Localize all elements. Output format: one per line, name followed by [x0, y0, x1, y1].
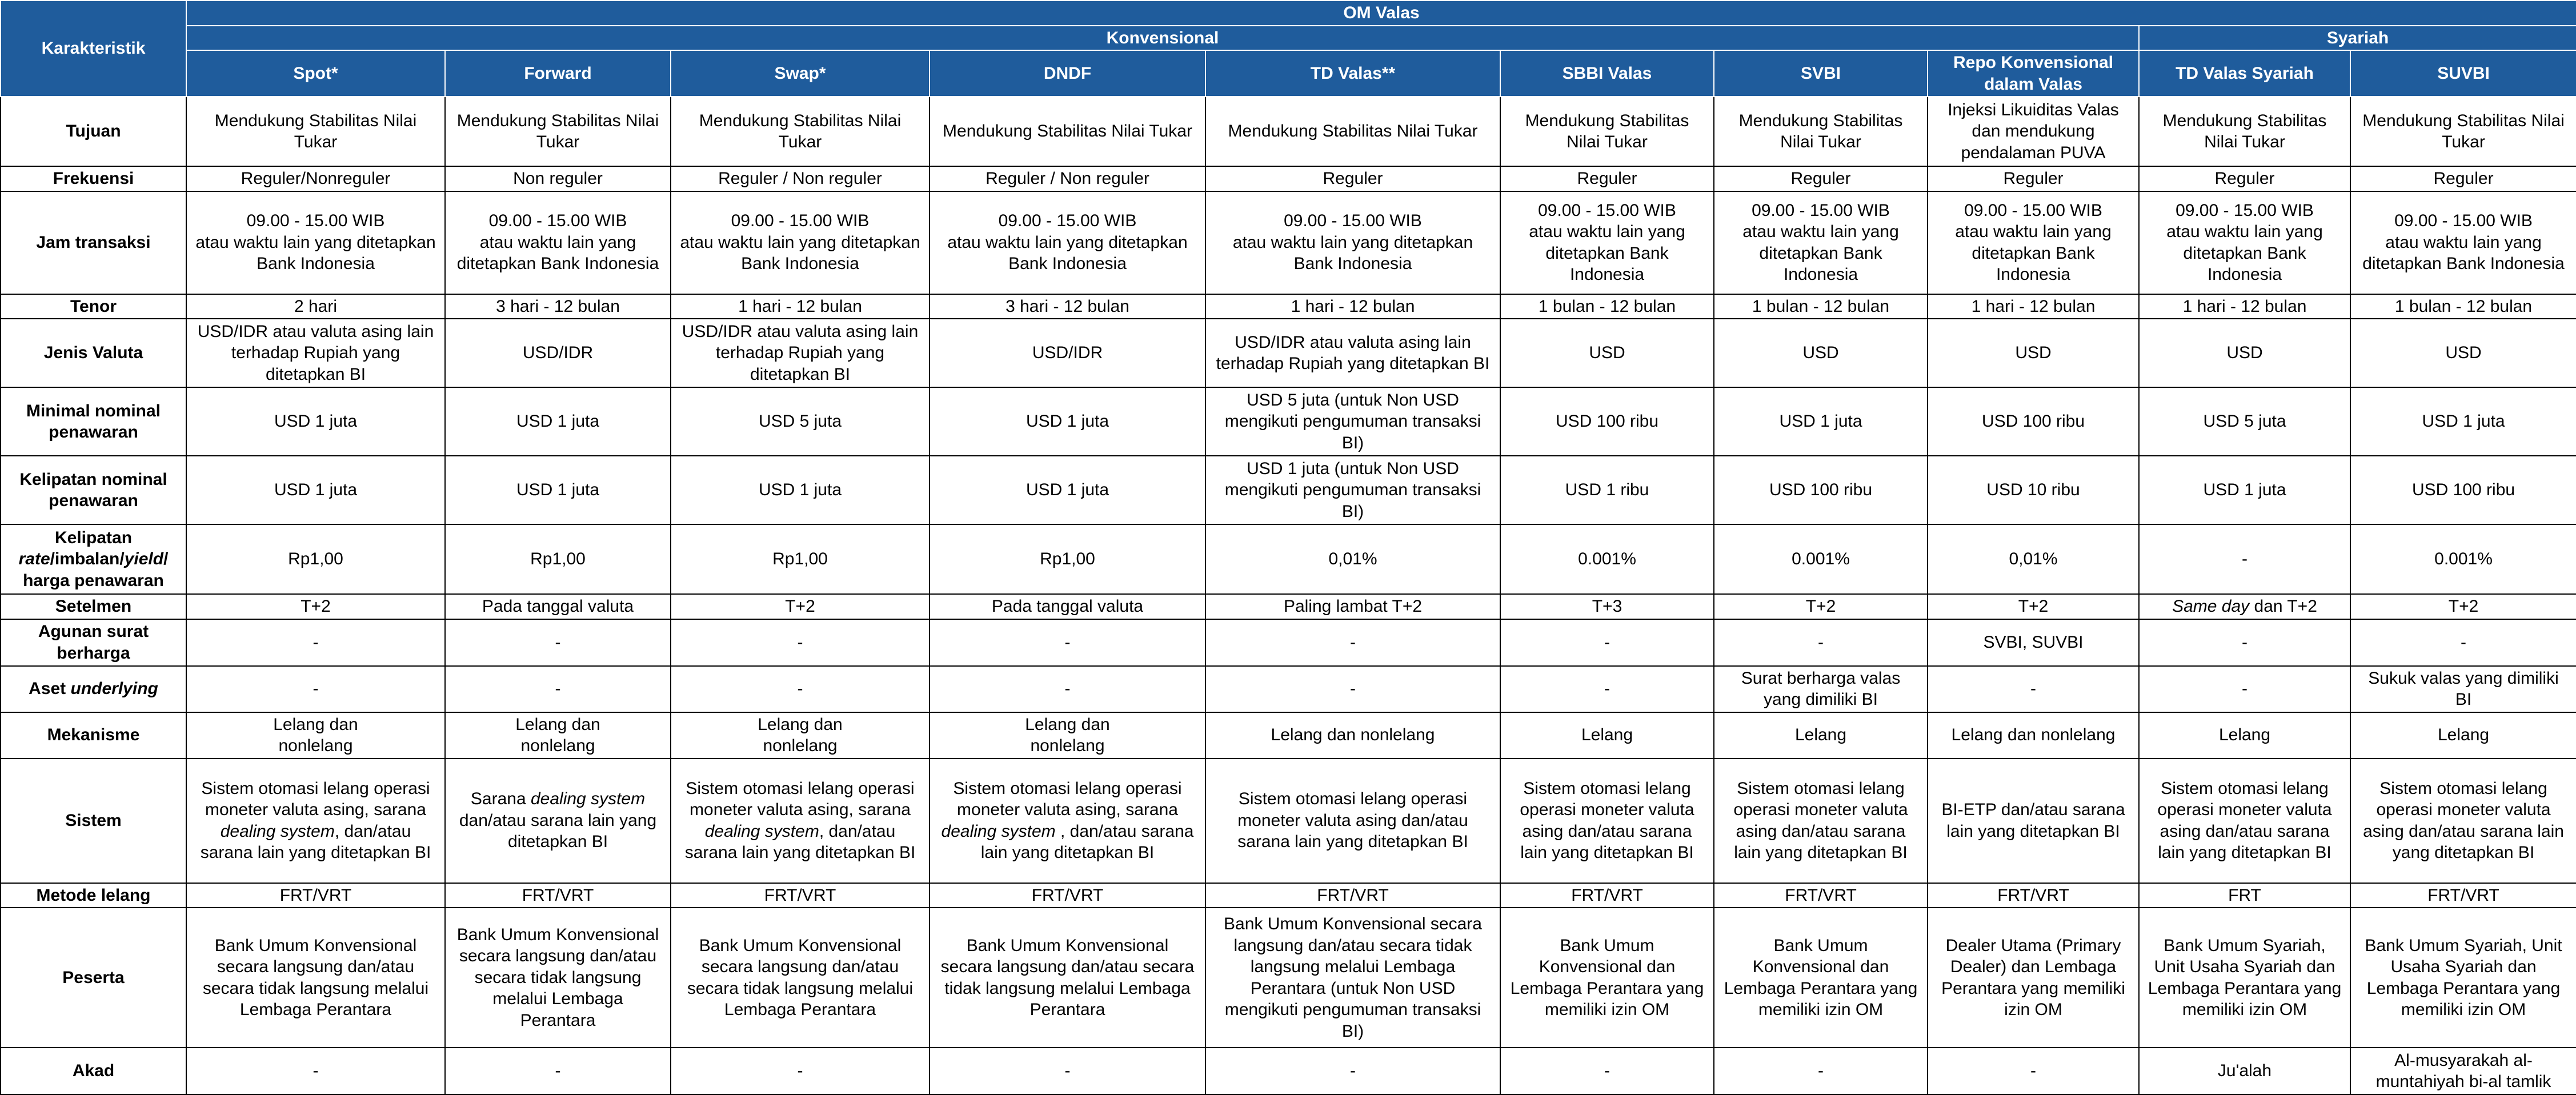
table-row [1, 594, 2576, 619]
table-cell: USD/IDR [930, 319, 1205, 387]
table-row [1, 319, 2576, 387]
table-cell: - [671, 1048, 930, 1094]
table-cell: USD [1714, 319, 1928, 387]
column-header: Repo Konvensional dalam Valas [1928, 50, 2139, 97]
table-cell: 09.00 - 15.00 WIB atau waktu lain yang ditetapkan Bank Indonesia [1928, 191, 2139, 294]
table-cell: Mendukung Stabilitas Nilai Tukar [1714, 97, 1928, 166]
table-cell: - [2139, 619, 2350, 666]
table-body [1, 97, 2576, 1094]
table-cell: - [2139, 666, 2350, 712]
table-cell: 09.00 - 15.00 WIB atau waktu lain yang ditetapkan Bank Indonesia [1714, 191, 1928, 294]
table-cell: USD 1 ribu [1500, 456, 1714, 524]
table-cell: Rp1,00 [671, 524, 930, 594]
table-cell: FRT/VRT [186, 883, 445, 908]
table-cell: - [445, 619, 671, 666]
column-header: TD Valas Syariah [2139, 50, 2350, 97]
table-cell: Mendukung Stabilitas Nilai Tukar [2139, 97, 2350, 166]
row-label: Peserta [1, 908, 186, 1048]
table-cell: T+2 [671, 594, 930, 619]
table-cell: USD 1 juta [930, 456, 1205, 524]
table-cell: Injeksi Likuiditas Valas dan mendukung pendalaman PUVA [1928, 97, 2139, 166]
table-cell: Sistem otomasi lelang operasi moneter valuta asing dan/atau sarana lain yang ditetapkan BI [1500, 759, 1714, 883]
table-cell: Bank Umum Konvensional secara langsung dan/atau secara tidak langsung melalui Lembaga Perantara [445, 908, 671, 1048]
table-cell: USD 5 juta [671, 387, 930, 456]
table-cell: Reguler [1714, 166, 1928, 191]
table-cell: 3 hari - 12 bulan [930, 294, 1205, 319]
table-cell: - [1714, 619, 1928, 666]
table-cell: Reguler / Non reguler [930, 166, 1205, 191]
table-cell: USD 1 juta [445, 387, 671, 456]
table-cell: USD [1500, 319, 1714, 387]
table-cell: 1 bulan - 12 bulan [1714, 294, 1928, 319]
header-konvensional: Konvensional [186, 26, 2139, 51]
table-cell: FRT/VRT [2350, 883, 2576, 908]
table-cell: Mendukung Stabilitas Nilai Tukar [445, 97, 671, 166]
table-cell: Sistem otomasi lelang operasi moneter valuta asing dan/atau sarana lain yang ditetapkan BI [1205, 759, 1500, 883]
table-cell: Rp1,00 [445, 524, 671, 594]
table-cell: - [1500, 1048, 1714, 1094]
table-cell: 3 hari - 12 bulan [445, 294, 671, 319]
table-cell: 0,01% [1205, 524, 1500, 594]
table-cell: Mendukung Stabilitas Nilai Tukar [930, 97, 1205, 166]
table-cell: USD 1 juta (untuk Non USD mengikuti pengumuman transaksi BI) [1205, 456, 1500, 524]
table-cell: USD 1 juta [671, 456, 930, 524]
table-cell: FRT/VRT [930, 883, 1205, 908]
table-row [1, 97, 2576, 166]
table-cell: - [186, 666, 445, 712]
row-label: Tenor [1, 294, 186, 319]
table-row [1, 294, 2576, 319]
table-cell: USD/IDR atau valuta asing lain terhadap Rupiah yang ditetapkan BI [671, 319, 930, 387]
table-cell: Lelang [1714, 712, 1928, 759]
table-cell: - [1714, 1048, 1928, 1094]
table-cell: 1 hari - 12 bulan [671, 294, 930, 319]
table-row [1, 524, 2576, 594]
table-cell: Reguler / Non reguler [671, 166, 930, 191]
table-cell: Bank Umum Konvensional secara langsung dan/atau secara tidak langsung melalui Lembaga Perantara [186, 908, 445, 1048]
table-row [1, 166, 2576, 191]
row-label: Minimal nominal penawaran [1, 387, 186, 456]
row-label: Tujuan [1, 97, 186, 166]
table-cell: Reguler [2350, 166, 2576, 191]
table-cell: T+2 [186, 594, 445, 619]
table-cell: Ju'alah [2139, 1048, 2350, 1094]
row-label: Metode lelang [1, 883, 186, 908]
column-header-row [1, 50, 2576, 97]
table-cell: Sistem otomasi lelang operasi moneter valuta asing dan/atau sarana lain yang ditetapkan BI [1714, 759, 1928, 883]
table-cell: Mendukung Stabilitas Nilai Tukar [186, 97, 445, 166]
table-cell: Sistem otomasi lelang operasi moneter valuta asing dan/atau sarana lain yang ditetapkan BI [2139, 759, 2350, 883]
table-cell: - [1500, 666, 1714, 712]
table-cell: Bank Umum Syariah, Unit Usaha Syariah dan Lembaga Perantara yang memiliki izin OM [2350, 908, 2576, 1048]
table-cell: Sistem otomasi lelang operasi moneter valuta asing, sarana dealing system, dan/atau sarana lain yang ditetapkan BI [671, 759, 930, 883]
table-cell: Bank Umum Konvensional secara langsung dan/atau secara tidak langsung melalui Lembaga Perantara [930, 908, 1205, 1048]
table-cell: Al-musyarakah al- muntahiyah bi-al tamlik [2350, 1048, 2576, 1094]
table-cell: 1 bulan - 12 bulan [1500, 294, 1714, 319]
row-label: Frekuensi [1, 166, 186, 191]
table-cell: Reguler [1205, 166, 1500, 191]
table-cell: Bank Umum Konvensional secara langsung dan/atau secara tidak langsung melalui Lembaga Perantara (untuk Non USD mengikuti pengumuman transaksi BI) [1205, 908, 1500, 1048]
row-label: Kelipatan rate/imbalan/yield/ harga penawaran [1, 524, 186, 594]
table-cell: FRT/VRT [671, 883, 930, 908]
table-cell: FRT/VRT [1205, 883, 1500, 908]
table-cell: - [671, 619, 930, 666]
table-cell: - [930, 1048, 1205, 1094]
table-cell: 1 hari - 12 bulan [1928, 294, 2139, 319]
table-cell: USD 1 juta [445, 456, 671, 524]
table-cell: FRT/VRT [445, 883, 671, 908]
table-row [1, 456, 2576, 524]
column-header: Forward [445, 50, 671, 97]
table-cell: Rp1,00 [930, 524, 1205, 594]
row-label: Agunan surat berharga [1, 619, 186, 666]
table-cell: Reguler [1500, 166, 1714, 191]
table-cell: USD 1 juta [2350, 387, 2576, 456]
column-header: DNDF [930, 50, 1205, 97]
table-cell: Mendukung Stabilitas Nilai Tukar [1205, 97, 1500, 166]
table-cell: Same day dan T+2 [2139, 594, 2350, 619]
table-cell: 1 bulan - 12 bulan [2350, 294, 2576, 319]
table-cell: T+2 [1714, 594, 1928, 619]
column-header: Spot* [186, 50, 445, 97]
table-cell: Sarana dealing system dan/atau sarana lain yang ditetapkan BI [445, 759, 671, 883]
table-cell: 09.00 - 15.00 WIB atau waktu lain yang ditetapkan Bank Indonesia [1205, 191, 1500, 294]
table-row [1, 908, 2576, 1048]
table-cell: T+3 [1500, 594, 1714, 619]
column-header: SUVBI [2350, 50, 2576, 97]
table-row [1, 883, 2576, 908]
table-cell: T+2 [2350, 594, 2576, 619]
table-cell: USD [1928, 319, 2139, 387]
column-header: Swap* [671, 50, 930, 97]
table-cell: FRT [2139, 883, 2350, 908]
row-label: Sistem [1, 759, 186, 883]
table-cell: - [186, 1048, 445, 1094]
table-cell: Lelang dan nonlelang [1205, 712, 1500, 759]
table-cell: Lelang [1500, 712, 1714, 759]
column-header: TD Valas** [1205, 50, 1500, 97]
table-cell: 2 hari [186, 294, 445, 319]
table-cell: Bank Umum Syariah, Unit Usaha Syariah dan Lembaga Perantara yang memiliki izin OM [2139, 908, 2350, 1048]
table-cell: 09.00 - 15.00 WIB atau waktu lain yang ditetapkan Bank Indonesia [1500, 191, 1714, 294]
table-cell: Bank Umum Konvensional secara langsung dan/atau secara tidak langsung melalui Lembaga Perantara [671, 908, 930, 1048]
table-cell: 09.00 - 15.00 WIB atau waktu lain yang ditetapkan Bank Indonesia [930, 191, 1205, 294]
table-cell: USD 1 juta [930, 387, 1205, 456]
table-row [1, 619, 2576, 666]
table-cell: - [1205, 619, 1500, 666]
table-cell: USD 100 ribu [2350, 456, 2576, 524]
table-cell: - [1928, 1048, 2139, 1094]
table-cell: 0.001% [2350, 524, 2576, 594]
table-header [1, 1, 2576, 97]
table-cell: 09.00 - 15.00 WIB atau waktu lain yang ditetapkan Bank Indonesia [2139, 191, 2350, 294]
table-cell: - [1928, 666, 2139, 712]
column-header: SVBI [1714, 50, 1928, 97]
table-cell: USD/IDR atau valuta asing lain terhadap Rupiah yang ditetapkan BI [1205, 319, 1500, 387]
table-cell: Reguler [2139, 166, 2350, 191]
row-label: Jam transaksi [1, 191, 186, 294]
table-cell: - [186, 619, 445, 666]
table-cell: USD 1 juta [1714, 387, 1928, 456]
table-cell: Lelang dan nonlelang [1928, 712, 2139, 759]
table-cell: USD [2139, 319, 2350, 387]
row-label: Jenis Valuta [1, 319, 186, 387]
table-cell: Lelang dan nonlelang [445, 712, 671, 759]
table-cell: - [1205, 1048, 1500, 1094]
table-cell: USD 5 juta (untuk Non USD mengikuti pengumuman transaksi BI) [1205, 387, 1500, 456]
table-cell: Mendukung Stabilitas Nilai Tukar [2350, 97, 2576, 166]
table-cell: 09.00 - 15.00 WIB atau waktu lain yang ditetapkan Bank Indonesia [2350, 191, 2576, 294]
table-cell: Bank Umum Konvensional dan Lembaga Perantara yang memiliki izin OM [1714, 908, 1928, 1048]
table-cell: FRT/VRT [1928, 883, 2139, 908]
table-cell: - [445, 1048, 671, 1094]
table-cell: 09.00 - 15.00 WIB atau waktu lain yang ditetapkan Bank Indonesia [445, 191, 671, 294]
table-row [1, 666, 2576, 712]
table-cell: - [930, 619, 1205, 666]
row-label: Mekanisme [1, 712, 186, 759]
table-cell: USD 100 ribu [1714, 456, 1928, 524]
table-cell: FRT/VRT [1500, 883, 1714, 908]
table-cell: USD/IDR atau valuta asing lain terhadap Rupiah yang ditetapkan BI [186, 319, 445, 387]
table-cell: Lelang dan nonlelang [930, 712, 1205, 759]
table-cell: Rp1,00 [186, 524, 445, 594]
table-row [1, 712, 2576, 759]
header-om-valas: OM Valas [186, 1, 2576, 26]
table-cell: - [1205, 666, 1500, 712]
table-cell: Reguler [1928, 166, 2139, 191]
row-label: Setelmen [1, 594, 186, 619]
table-row [1, 759, 2576, 883]
table-cell: BI-ETP dan/atau sarana lain yang ditetapkan BI [1928, 759, 2139, 883]
table-cell: Sistem otomasi lelang operasi moneter valuta asing, sarana dealing system, dan/atau sarana lain yang ditetapkan BI [186, 759, 445, 883]
table-cell: - [2350, 619, 2576, 666]
table-cell: Bank Umum Konvensional dan Lembaga Perantara yang memiliki izin OM [1500, 908, 1714, 1048]
table-cell: Lelang dan nonlelang [186, 712, 445, 759]
table-row [1, 387, 2576, 456]
table-cell: Reguler/Nonreguler [186, 166, 445, 191]
table-cell: USD [2350, 319, 2576, 387]
table-cell: 0,01% [1928, 524, 2139, 594]
table-cell: FRT/VRT [1714, 883, 1928, 908]
table-cell: Mendukung Stabilitas Nilai Tukar [1500, 97, 1714, 166]
table-cell: USD 5 juta [2139, 387, 2350, 456]
table-cell: USD 100 ribu [1928, 387, 2139, 456]
table-cell: USD 100 ribu [1500, 387, 1714, 456]
table-cell: Lelang [2350, 712, 2576, 759]
table-cell: 0.001% [1714, 524, 1928, 594]
table-row [1, 191, 2576, 294]
row-label: Kelipatan nominal penawaran [1, 456, 186, 524]
table-cell: - [445, 666, 671, 712]
table-cell: Paling lambat T+2 [1205, 594, 1500, 619]
table-cell: - [2139, 524, 2350, 594]
row-label: Aset underlying [1, 666, 186, 712]
table-cell: - [930, 666, 1205, 712]
table-cell: USD 10 ribu [1928, 456, 2139, 524]
table-cell: USD/IDR [445, 319, 671, 387]
table-cell: 09.00 - 15.00 WIB atau waktu lain yang ditetapkan Bank Indonesia [671, 191, 930, 294]
table-cell: Pada tanggal valuta [930, 594, 1205, 619]
table-cell: Lelang dan nonlelang [671, 712, 930, 759]
row-label: Akad [1, 1048, 186, 1094]
table-cell: - [1500, 619, 1714, 666]
table-cell: Mendukung Stabilitas Nilai Tukar [671, 97, 930, 166]
header-syariah: Syariah [2139, 26, 2576, 51]
table-cell: - [671, 666, 930, 712]
table-cell: 1 hari - 12 bulan [1205, 294, 1500, 319]
table-cell: 1 hari - 12 bulan [2139, 294, 2350, 319]
table-cell: T+2 [1928, 594, 2139, 619]
table-cell: SVBI, SUVBI [1928, 619, 2139, 666]
table-row [1, 1048, 2576, 1094]
table-cell: Non reguler [445, 166, 671, 191]
table-cell: USD 1 juta [2139, 456, 2350, 524]
table-cell: USD 1 juta [186, 387, 445, 456]
table-cell: Dealer Utama (Primary Dealer) dan Lembaga Perantara yang memiliki izin OM [1928, 908, 2139, 1048]
table-cell: 09.00 - 15.00 WIB atau waktu lain yang ditetapkan Bank Indonesia [186, 191, 445, 294]
column-header: SBBI Valas [1500, 50, 1714, 97]
table-cell: 0.001% [1500, 524, 1714, 594]
table-cell: Sukuk valas yang dimiliki BI [2350, 666, 2576, 712]
table-cell: Lelang [2139, 712, 2350, 759]
table-cell: Surat berharga valas yang dimiliki BI [1714, 666, 1928, 712]
table-cell: Pada tanggal valuta [445, 594, 671, 619]
table-cell: Sistem otomasi lelang operasi moneter valuta asing, sarana dealing system , dan/atau sarana lain yang ditetapkan BI [930, 759, 1205, 883]
table-cell: USD 1 juta [186, 456, 445, 524]
table-cell: Sistem otomasi lelang operasi moneter valuta asing dan/atau sarana lain yang ditetapkan BI [2350, 759, 2576, 883]
header-karakteristik: Karakteristik [1, 1, 186, 97]
